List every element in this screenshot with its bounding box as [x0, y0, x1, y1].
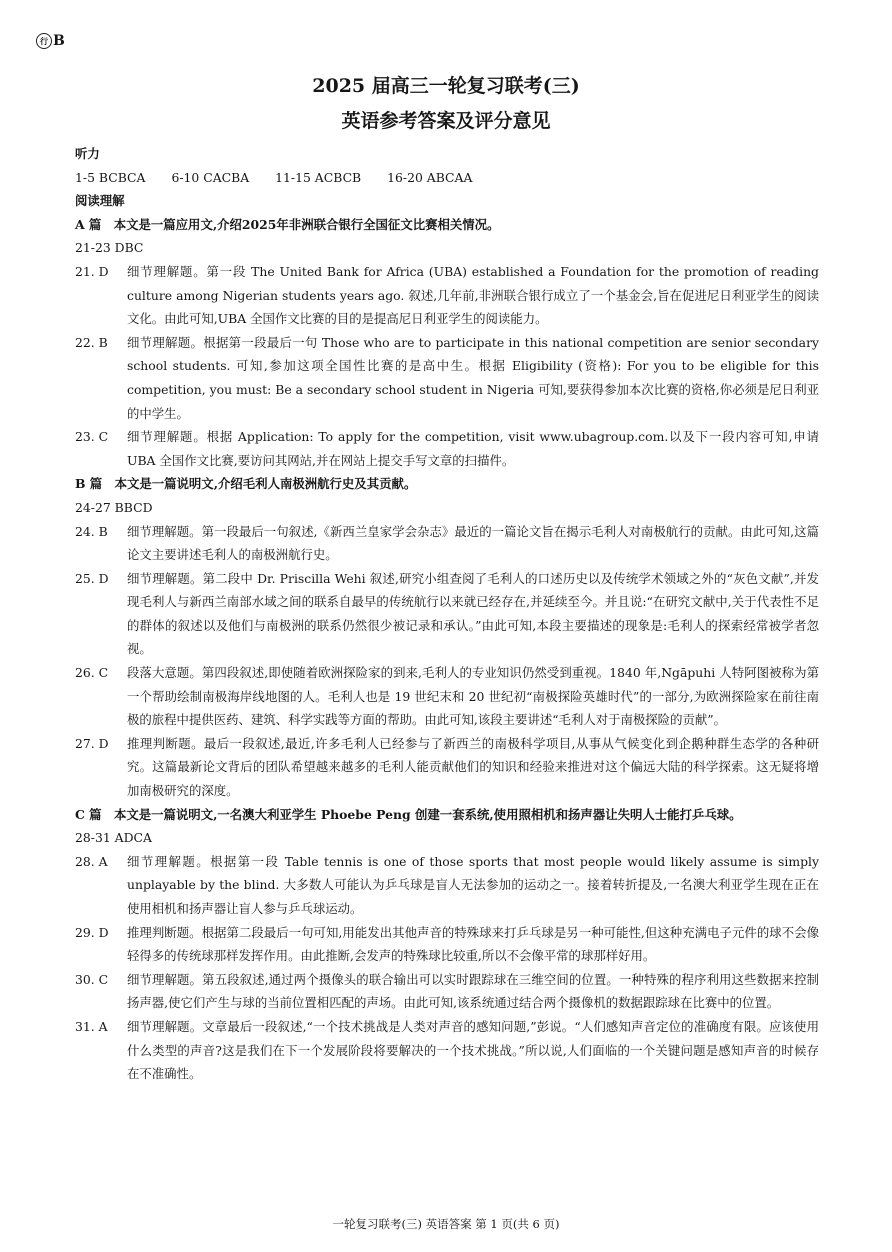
answer-explanation: 段落大意题。第四段叙述,即使随着欧洲探险家的到来,毛利人的专业知识仍然受到重视。1840 年,Ngāpuhi 人特阿图被称为第一个帮助绘制南极海岸线地图的人。毛利人也是 19 世纪末和 20 世纪初“南极探险英雄时代”的一部分,为欧洲探险家在前往南极的旅程中提供医药、建筑、科学实践等方面的帮助。由此可知,该段主要讲述“毛利人对于南极探险的贡献”。 [127, 665, 819, 728]
answer-explanation: 推理判断题。根据第二段最后一句可知,用能发出其他声音的特殊球来打乒乓球是另一种可能性,但这种充满电子元件的球不会像轻得多的传统球那样发挥作用。由此推断,会发声的特殊球比较重,所以不会像平常的球那样好用。 [127, 924, 819, 964]
answer-explanation: 细节理解题。第一段最后一句叙述,《新西兰皇家学会杂志》最近的一篇论文旨在揭示毛利人对南极航行的贡献。由此可知,这篇论文主要讲述毛利人的南极洲航行史。 [127, 523, 819, 563]
answer-item [75, 567, 819, 661]
answer-item [75, 331, 819, 425]
answer-number: 23. C [75, 429, 109, 445]
passage-b-answers: 24-27 BBCD [75, 499, 153, 515]
main-content [75, 142, 819, 1086]
circled-mark: 行 [36, 33, 52, 49]
answer-explanation: 细节理解题。文章最后一段叙述,“一个技术挑战是人类对声音的感知问题,”彭说。“人们感知声音定位的准确度有限。应该使用什么类型的声音?这是我们在下一个发展阶段将要解决的一个技术挑战。”所以说,人们面临的一个关键问题是感知声音的时候存在不准确性。 [127, 1018, 819, 1082]
answer-number: 30. C [75, 971, 109, 987]
answer-item [75, 661, 819, 732]
answer-item [75, 425, 819, 472]
passage-a-label: A 篇 本文是一篇应用文,介绍2025年非洲联合银行全国征文比赛相关情况。 [75, 216, 500, 232]
corner-mark [36, 32, 65, 50]
answer-explanation: 细节理解题。第二段中 Dr. Priscilla Wehi 叙述,研究小组查阅了毛利人的口述历史以及传统学术领域之外的“灰色文献”,并发现毛利人与新西兰南部水域之间的联系自最早的传统航行以来就已经存在,并延续至今。并且说:“在研究文献中,关于代表性不足的群体的叙述以及他们与南极洲的联系仍然很少被记录和承认。”由此可知,本段主要描述的现象是:毛利人的探索经常被学者忽视。 [127, 570, 819, 657]
answer-item [75, 732, 819, 803]
answer-number: 31. A [75, 1018, 108, 1034]
answer-number: 28. A [75, 853, 108, 869]
passage-a-answers: 21-23 DBC [75, 240, 144, 256]
listening-key: 1-5 BCBCA [75, 169, 146, 185]
listening-key: 6-10 CACBA [171, 169, 250, 185]
answer-explanation: 细节理解题。根据第一段 Table tennis is one of those sports that most people would likely assume is simply unplayable by the blind. 大多数人可能认为乒乓球是盲人无法参加的运动之一。接着转折提及,一名澳大利亚学生现在正在使用相机和扬声器让盲人参与乒乓球运动。 [127, 853, 819, 916]
answer-number: 27. D [75, 735, 109, 751]
listening-key: 11-15 ACBCB [275, 169, 362, 185]
version-letter: B [53, 33, 65, 49]
answer-item [75, 850, 819, 921]
answer-number: 22. B [75, 334, 108, 350]
answer-number: 26. C [75, 665, 109, 681]
listening-heading: 听力 [75, 146, 100, 161]
answer-item [75, 968, 819, 1015]
passage-b-label: B 篇 本文是一篇说明文,介绍毛利人南极洲航行史及其贡献。 [75, 476, 417, 492]
answer-number: 25. D [75, 570, 109, 586]
listening-keys [75, 166, 819, 190]
page-title: 2025 届高三一轮复习联考(三) [312, 75, 580, 97]
passage-c-answers: 28-31 ADCA [75, 830, 152, 846]
answer-item [75, 921, 819, 968]
answer-explanation: 推理判断题。最后一段叙述,最近,许多毛利人已经参与了新西兰的南极科学项目,从事从气候变化到企鹅种群生态学的各种研究。这篇最新论文背后的团队希望越来越多的毛利人能贡献他们的知识和经验来推进对这个偏远大陆的科学探索。这无疑将增加南极研究的深度。 [127, 735, 819, 799]
answer-number: 29. D [75, 924, 109, 940]
answer-item [75, 1015, 819, 1086]
answer-number: 21. D [75, 263, 109, 279]
answer-explanation: 细节理解题。根据第一段最后一句 Those who are to participate in this national competition are senior secondary school students. 可知,参加这项全国性比赛的是高中生。根据 Eligibility (资格): For you to be eligible for this competition, you must: Be a secondary school student in Nigeria 可知,要获得参加本次比赛的资格,你必须是尼日利亚的中学生。 [127, 334, 819, 421]
answer-number: 24. B [75, 523, 108, 539]
answer-item [75, 260, 819, 331]
page-footer: 一轮复习联考(三) 英语答案 第 1 页(共 6 页) [332, 1217, 560, 1231]
page-subtitle: 英语参考答案及评分意见 [341, 110, 551, 132]
passage-c-label: C 篇 本文是一篇说明文,一名澳大利亚学生 Phoebe Peng 创建一套系统,使用照相机和扬声器让失明人士能打乒乓球。 [75, 806, 742, 822]
reading-heading: 阅读理解 [75, 193, 125, 209]
listening-key: 16-20 ABCAA [387, 169, 473, 185]
answer-explanation: 细节理解题。第一段 The United Bank for Africa (UBA) established a Foundation for the promotion of reading culture among Nigerian students years ago. 叙述,几年前,非洲联合银行成立了一个基金会,旨在促进尼日利亚学生的阅读文化。由此可知,UBA 全国作文比赛的目的是提高尼日利亚学生的阅读能力。 [127, 263, 819, 327]
answer-explanation: 细节理解题。根据 Application: To apply for the competition, visit www.ubagroup.com.以及下一段内容可知,申请 UBA 全国作文比赛,要访问其网站,并在网站上提交手写文章的扫描件。 [127, 429, 819, 468]
answer-item [75, 520, 819, 567]
answer-explanation: 细节理解题。第五段叙述,通过两个摄像头的联合输出可以实时跟踪球在三维空间的位置。一种特殊的程序利用这些数据来控制扬声器,使它们产生与球的当前位置相匹配的声场。由此可知,该系统通过结合两个摄像机的数据跟踪球在比赛中的位置。 [127, 971, 819, 1011]
